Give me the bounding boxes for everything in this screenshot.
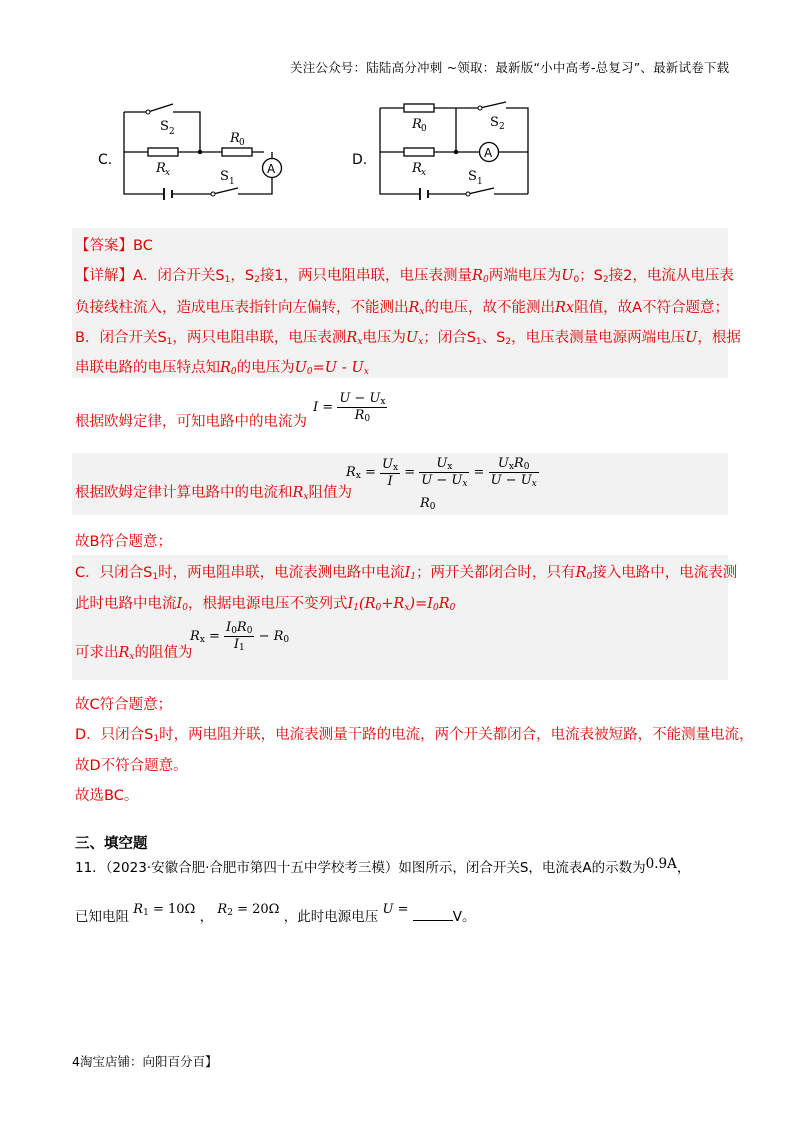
answer-label: 【答案】BC	[75, 238, 153, 254]
footer-text: 淘宝店铺：向阳百分百】	[79, 1054, 218, 1069]
detail-d-line1: D．只闭合$S_1$时，两电阻并联，电流表测量干路的电流，两个开关都闭合，电流表被短路，不能测量电流，	[75, 727, 754, 744]
rx-label-d: R	[412, 161, 422, 176]
r0-sub-d: 0	[421, 124, 427, 134]
equation-rx-c: $R_x$ = $\frac{I_0R_0}{I_1}$ − $R_0$	[190, 620, 290, 653]
circuit-diagram-c	[118, 98, 290, 208]
ammeter-label-c: A	[267, 162, 276, 176]
s2-sub-d: 2	[499, 122, 505, 132]
section-title: 三、填空题	[75, 836, 148, 852]
detail-b-line1: B．闭合开关$S_1$，两只电阻串联，电压表测$R_x$电压为$U_x$；闭合$S_1$、$S_2$，电压表测量电源两端电压U，根据	[75, 330, 741, 347]
question-11-line2: 已知电阻 $R_1 = 10\Omega$ ， $R_2 = 20\Omega$ ，此时电源电压 U = V。	[75, 902, 476, 925]
detail-d-line2: 故D不符合题意。	[75, 758, 188, 774]
detail-a-line2: 负接线柱流入，造成电压表指针向左偏转，不能测出$R_x$的电压，故不能测出Rx阻值，故A不符合题意；	[75, 300, 730, 317]
s2-label-c: S	[160, 119, 169, 134]
detail-b-conclusion: 故B符合题意；	[75, 534, 172, 550]
detail-b-line2: 串联电路的电压特点知$R_0$的电压为$U_0=U - U_x$	[75, 360, 369, 377]
s1-label-c: S	[220, 169, 229, 184]
detail-c-line1: C．只闭合$S_1$时，两电阻串联，电流表测电路中电流$I_1$；两开关都闭合时，只有$R_0$接入电路中，电流表测	[75, 565, 738, 582]
answer-blank[interactable]	[413, 908, 453, 921]
question-11-line1: 11．（2023·安徽合肥·合肥市第四十五中学校考三模）如图所示，闭合开关S，电流表A的示数为0.9A，	[75, 856, 691, 876]
equation-current: I = $\frac{U - U_x}{R_0}$	[313, 391, 386, 424]
detail-b-line3: 根据欧姆定律，可知电路中的电流为	[75, 414, 307, 430]
r0-sub-c: 0	[239, 138, 245, 148]
detail-c-line3: 可求出$R_x$的阻值为	[75, 645, 193, 662]
page-footer	[72, 1052, 217, 1070]
s1-sub-c: 1	[229, 177, 235, 187]
rx-sub-c: x	[165, 168, 171, 178]
option-d-label: D.	[352, 152, 368, 168]
equation-rx-b: $R_x$ = $\frac{U_x}{I}$ = $\frac{U_x}{U - U_x}$ = $\frac{U_xR_0}{U - U_x}$ $R_0$	[346, 456, 537, 512]
detail-c-line2: 此时电路中电流$I_0$，根据电源电压不变列式$I_1(R_0+R_x)=I_0R_0$	[75, 596, 456, 613]
s2-sub-c: 2	[169, 127, 175, 137]
s1-label-d: S	[468, 169, 477, 184]
s1-sub-d: 1	[477, 177, 483, 187]
circuit-diagram-d	[372, 98, 536, 202]
r0-label-d: R	[412, 117, 422, 132]
detail-c-conclusion: 故C符合题意；	[75, 697, 173, 713]
ammeter-label-d: A	[484, 146, 493, 160]
r0-label-c: R	[230, 131, 240, 146]
page-number: 4	[72, 1054, 80, 1069]
option-c-label: C.	[98, 152, 113, 168]
rx-label-c: R	[156, 161, 166, 176]
page-header: 关注公众号：陆陆高分冲刺 ~领取：最新版“小中高考-总复习”、最新试卷下载	[290, 60, 730, 75]
rx-sub-d: x	[421, 168, 427, 178]
final-answer: 故选BC。	[75, 788, 139, 804]
s2-label-d: S	[490, 115, 499, 130]
detail-b-line4: 根据欧姆定律计算电路中的电流和$R_x$阻值为	[75, 485, 352, 502]
detail-a-line1: 【详解】A．闭合开关$S_1$，$S_2$接1，两只电阻串联，电压表测量$R_0$两端电压为$U_0$；$S_2$接2，电流从电压表	[75, 268, 734, 285]
